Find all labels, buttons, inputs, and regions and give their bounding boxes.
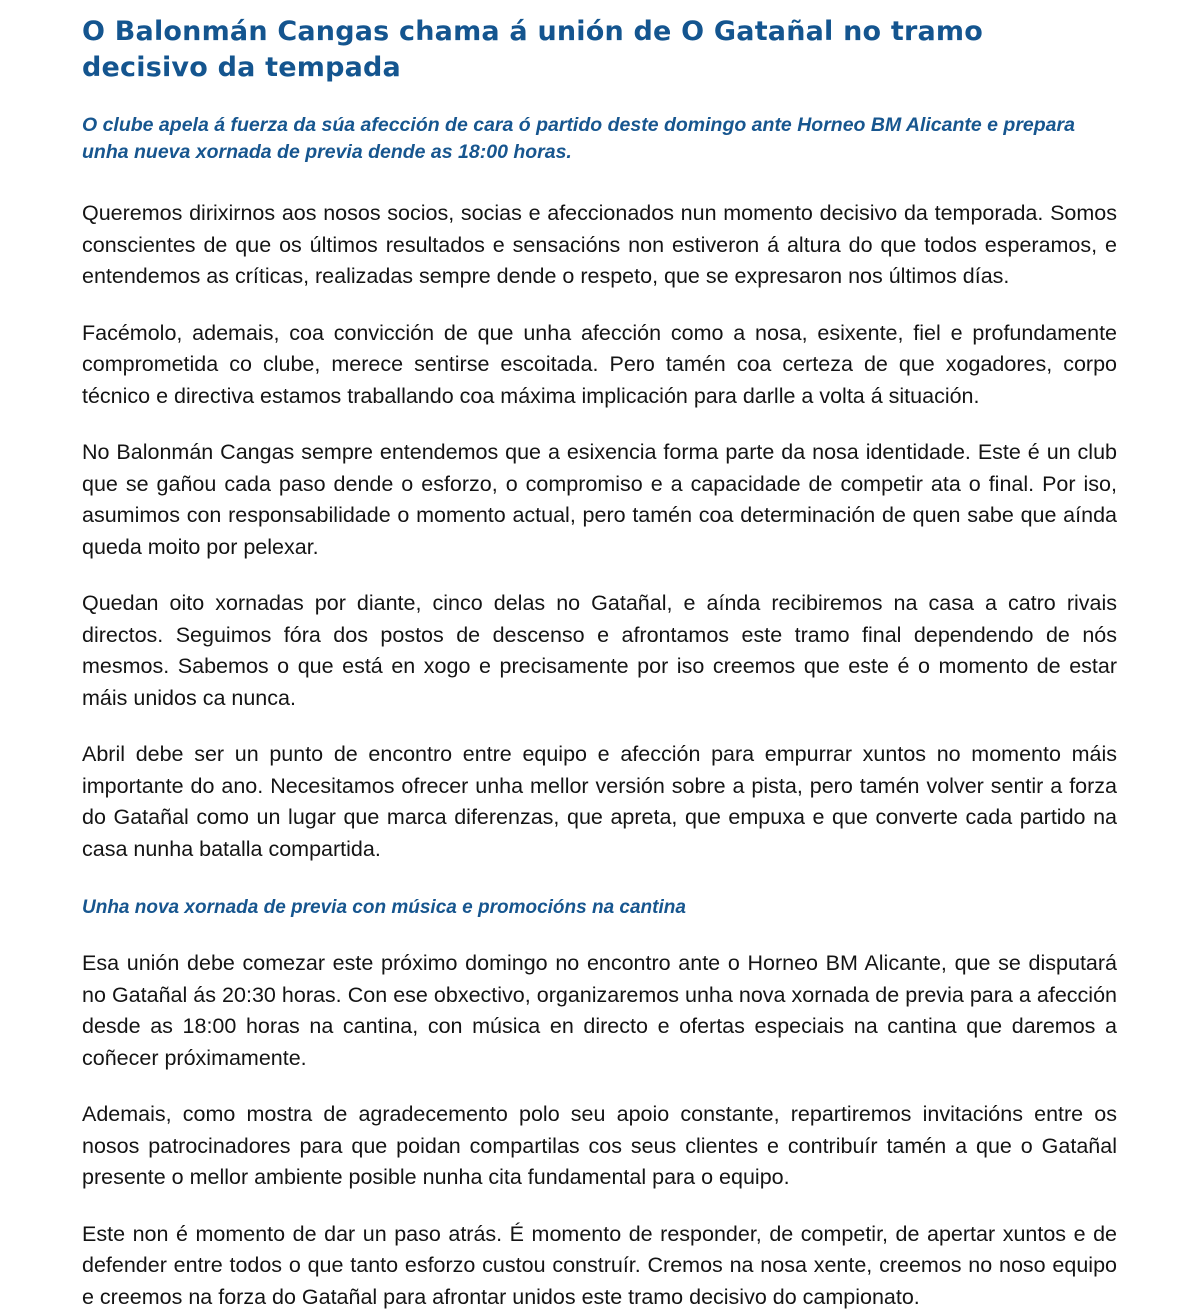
- article-deck: O clube apela á fuerza da súa afección de cara ó partido deste domingo ante Horneo BM Alicante e prepara unha nueva xornada de previa dende as 18:00 horas.: [82, 112, 1107, 166]
- body-paragraph-3: No Balonmán Cangas sempre entendemos que a esixencia forma parte da nosa identidade. Este é un club que se gañou cada paso dende o esforzo, o compromiso e a capacidade de competir ata o final. Por iso, asumimos con responsabilidade o momento actual, pero tamén coa determinación de quen sabe que aínda queda moito por pelexar.: [82, 437, 1117, 563]
- body-paragraph-6: Esa unión debe comezar este próximo domingo no encontro ante o Horneo BM Alicante, que se disputará no Gatañal ás 20:30 horas. Con ese obxectivo, organizaremos unha nova xornada de previa para a afección desde as 18:00 horas na cantina, con música en directo e ofertas especiais na cantina que daremos a coñecer próximamente.: [82, 948, 1117, 1074]
- body-paragraph-1: Queremos dirixirnos aos nosos socios, socias e afeccionados nun momento decisivo da temporada. Somos conscientes de que os últimos resultados e sensacións non estiveron á altura do que todos esperamos, e entendemos as críticas, realizadas sempre dende o respeto, que se expresaron nos últimos días.: [82, 198, 1117, 293]
- body-paragraph-8: Este non é momento de dar un paso atrás. É momento de responder, de competir, de apertar xuntos e de defender entre todos o que tanto esforzo custou construír. Cremos na nosa xente, creemos no noso equipo e creemos na forza do Gatañal para afrontar unidos este tramo decisivo do campionato.: [82, 1219, 1117, 1313]
- body-paragraph-7: Ademais, como mostra de agradecemento polo seu apoio constante, repartiremos invitacións entre os nosos patrocinadores para que poidan compartilas cos seus clientes e contribuír tamén a que o Gatañal presente o mellor ambiente posible nunha cita fundamental para o equipo.: [82, 1099, 1117, 1194]
- article-body: [82, 198, 1117, 1313]
- body-paragraph-2: Facémolo, ademais, coa convicción de que unha afección como a nosa, esixente, fiel e profundamente comprometida co clube, merece sentirse escoitada. Pero tamén coa certeza de que xogadores, corpo técnico e directiva estamos traballando coa máxima implicación para darlle a volta á situación.: [82, 318, 1117, 413]
- article-headline: O Balonmán Cangas chama á unión de O Gatañal no tramo decisivo da tempada: [82, 14, 1102, 86]
- news-article: [82, 14, 1117, 1313]
- article-subheading: Unha nova xornada de previa con música e promocións na cantina: [82, 895, 1117, 921]
- body-paragraph-4: Quedan oito xornadas por diante, cinco delas no Gatañal, e aínda recibiremos na casa a catro rivais directos. Seguimos fóra dos postos de descenso e afrontamos este tramo final dependendo de nós mesmos. Sabemos o que está en xogo e precisamente por iso creemos que este é o momento de estar máis unidos ca nunca.: [82, 588, 1117, 714]
- body-paragraph-5: Abril debe ser un punto de encontro entre equipo e afección para empurrar xuntos no momento máis importante do ano. Necesitamos ofrecer unha mellor versión sobre a pista, pero tamén volver sentir a forza do Gatañal como un lugar que marca diferenzas, que apreta, que empuxa e que converte cada partido na casa nunha batalla compartida.: [82, 739, 1117, 865]
